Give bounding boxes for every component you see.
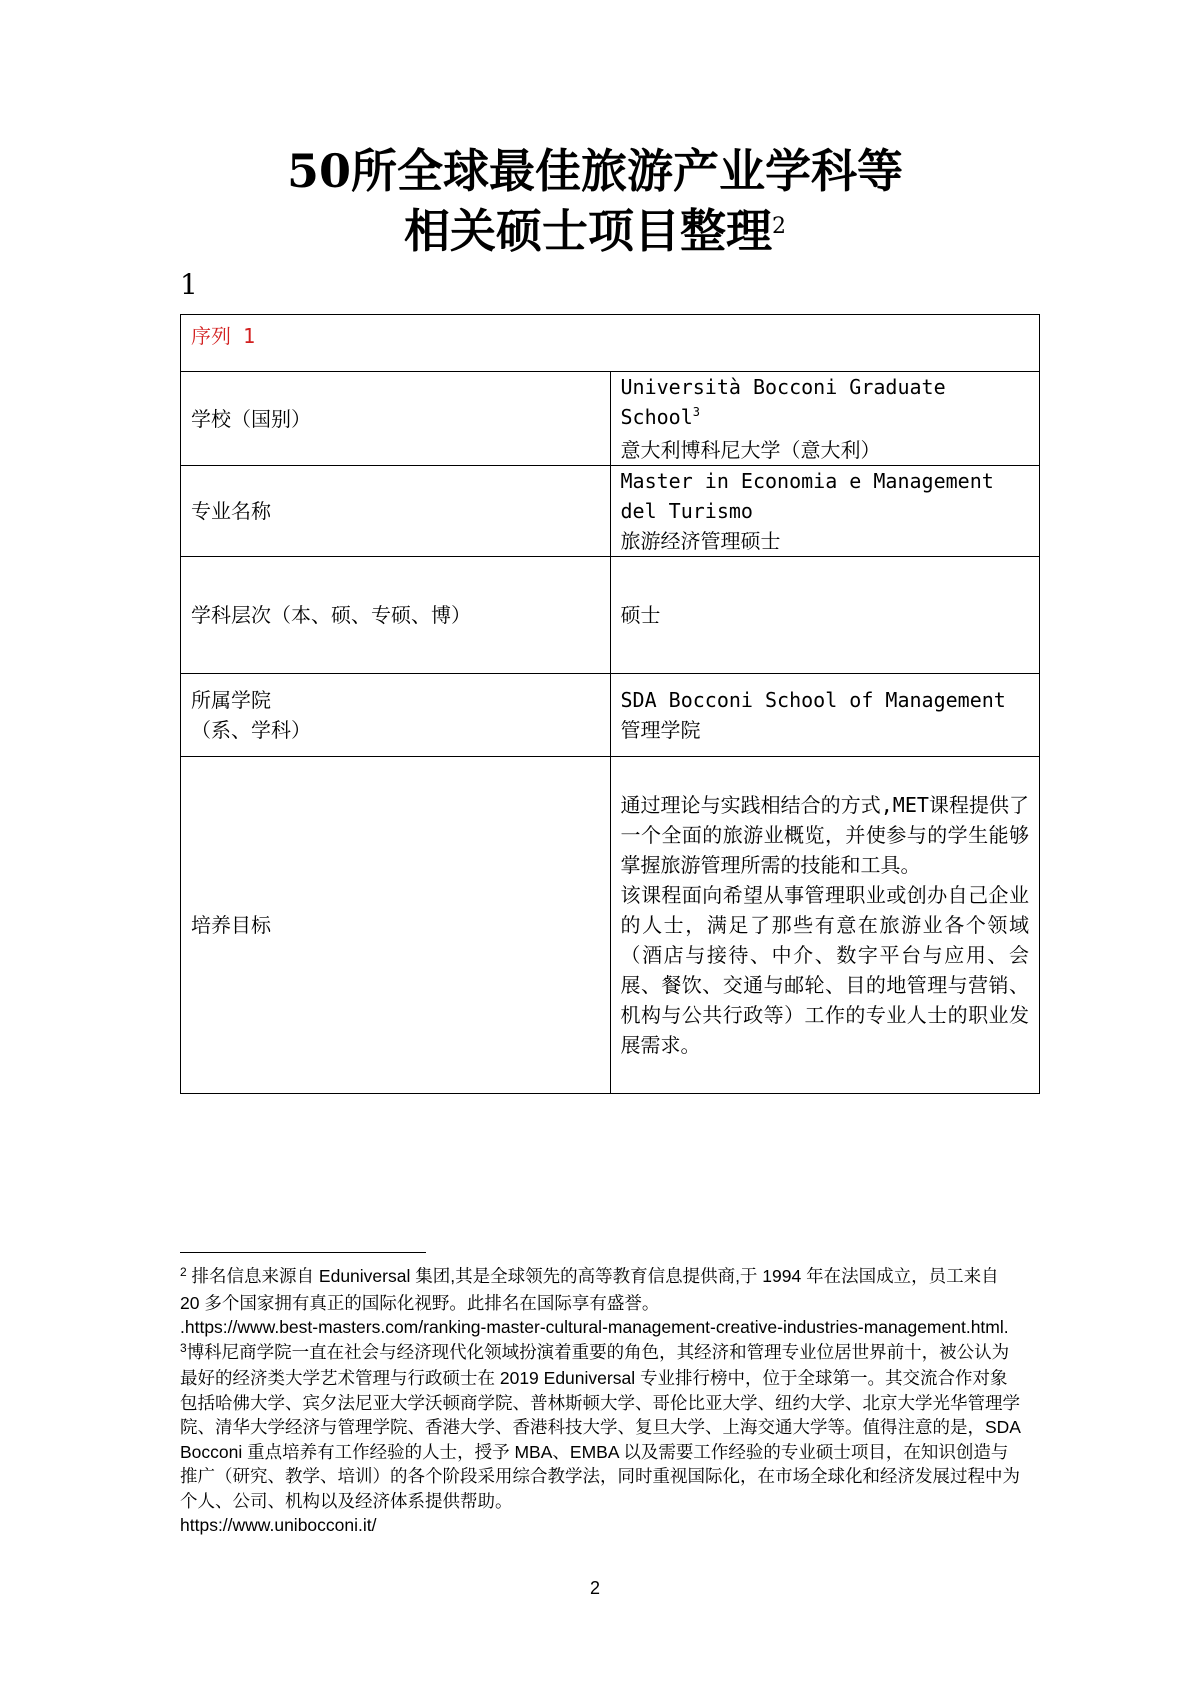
table-row-sequence — [181, 315, 1040, 372]
school-value — [610, 372, 1040, 466]
footnote-3-text: 博科尼商学院一直在社会与经济现代化领域扮演着重要的角色，其经济和管理专业位居世界前十，被公认为最好的经济类大学艺术管理与行政硕士在 2019 Eduniversal 专业排行榜中，位于全球第一。其交流合作对象包括哈佛大学、宾夕法尼亚大学沃顿商学院、普林斯顿大学、哥伦比亚大学、纽约大学、北京大学光华管理学院、清华大学经济与管理学院、香港大学、香港科技大学、复旦大学、上海交通大学等。值得注意的是，SDA Bocconi 重点培养有工作经验的人士，授予 MBA、EMBA 以及需要工作经验的专业硕士项目，在知识创造与推广（研究、教学、培训）的各个阶段采用综合教学法，同时重视国际化，在市场全球化和经济发展过程中为个人、公司、机构以及经济体系提供帮助。 — [180, 1341, 1021, 1511]
program-info-table — [180, 314, 1040, 1094]
table-row-school — [181, 372, 1040, 466]
major-label: 专业名称 — [181, 466, 611, 557]
goal-label: 培养目标 — [181, 757, 611, 1094]
footnote-2 — [180, 1264, 1020, 1315]
table-row-major — [181, 466, 1040, 557]
title-footnote-ref[interactable]: 2 — [772, 214, 786, 239]
page-title-line-1 — [0, 140, 1190, 202]
level-label: 学科层次（本、硕、专硕、博） — [181, 557, 611, 674]
footnotes — [180, 1264, 1020, 1538]
table-row-goal — [181, 757, 1040, 1094]
school-footnote-ref[interactable]: 3 — [692, 405, 700, 419]
college-value-en: SDA Bocconi School of Management — [620, 688, 1006, 712]
footnote-3 — [180, 1340, 1020, 1514]
major-value — [610, 466, 1040, 557]
college-value — [610, 674, 1040, 757]
page-title-line-1-text: 50所全球最佳旅游产业学科等 — [286, 144, 903, 198]
page-title-line-2 — [0, 200, 1190, 262]
footnote-2-mark: 2 — [180, 1265, 187, 1279]
level-value: 硕士 — [610, 557, 1040, 674]
major-value-cn: 旅游经济管理硕士 — [620, 529, 781, 553]
footnote-2-text: 排名信息来源自 Eduniversal 集团,其是全球领先的高等教育信息提供商,于 1994 年在法国成立，员工来自 20 多个国家拥有真正的国际化视野。此排名在国际享有盛誉。 — [180, 1266, 999, 1313]
major-value-en: Master in Economia e Management del Turismo — [620, 469, 994, 523]
page-title-line-2-text: 相关硕士项目整理 — [404, 204, 772, 258]
school-label: 学校（国别） — [181, 372, 611, 466]
goal-paragraph-2: 该课程面向希望从事管理职业或创办自己企业的人士，满足了那些有意在旅游业各个领域（酒店与接待、中介、数字平台与应用、会展、餐饮、交通与邮轮、目的地管理与营销、机构与公共行政等）工作的专业人士的职业发展需求。 — [620, 883, 1029, 1057]
footnote-3-link[interactable]: https://www.unibocconi.it/ — [180, 1515, 377, 1535]
page-number: 2 — [589, 1578, 600, 1598]
footnote-divider — [180, 1252, 426, 1253]
school-value-en — [621, 372, 1030, 435]
college-label — [181, 674, 611, 757]
sequence-cell: 序列 1 — [181, 315, 1040, 372]
college-value-cn: 管理学院 — [620, 718, 701, 742]
college-label-line-2: （系、学科） — [191, 718, 311, 742]
goal-paragraph-1: 通过理论与实践相结合的方式,MET课程提供了一个全面的旅游业概览，并使参与的学生能够掌握旅游管理所需的技能和工具。 — [620, 793, 1029, 877]
footnote-2-link[interactable]: .https://www.best-masters.com/ranking-master-cultural-management-creative-industries-management.html. — [180, 1317, 1009, 1337]
table-row-level — [181, 557, 1040, 674]
footnote-3-mark: 3 — [180, 1340, 187, 1355]
college-label-line-1: 所属学院 — [191, 688, 271, 712]
section-number: 1 — [180, 268, 198, 301]
school-value-cn: 意大利博科尼大学（意大利） — [620, 438, 881, 462]
table-row-college — [181, 674, 1040, 757]
goal-value — [610, 757, 1040, 1094]
school-name-en: Università Bocconi Graduate School — [620, 375, 946, 429]
